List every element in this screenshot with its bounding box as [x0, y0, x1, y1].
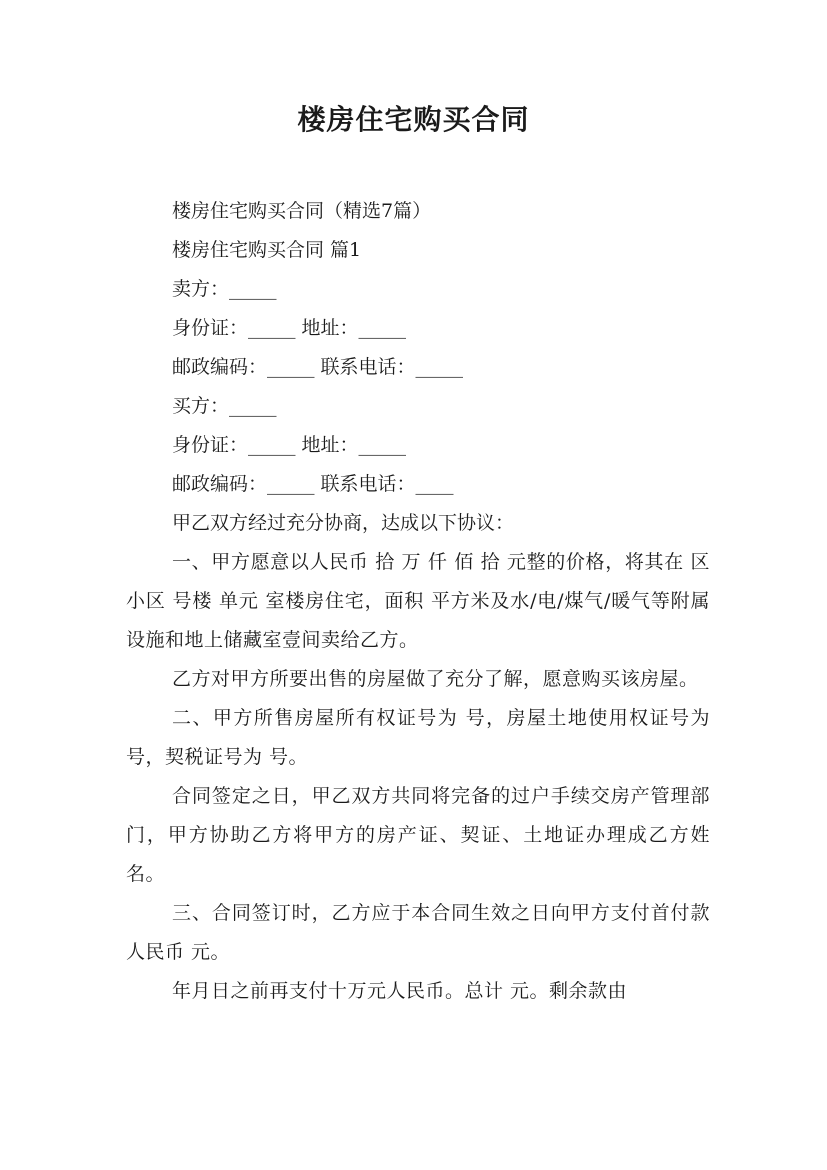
text-line: 邮政编码：_____ 联系电话：____ [172, 473, 454, 495]
text-line: 邮政编码：_____ 联系电话：_____ [172, 356, 464, 378]
paragraph: 合同签定之日，甲乙双方共同将完备的过户手续交房产管理部门，甲方协助乙方将甲方的房产证、契证、土地证办理成乙方姓名。 [126, 785, 710, 885]
paragraph: 年月日之前再支付十万元人民币。总计 元。剩余款由 [172, 980, 628, 1002]
paragraph: 二、甲方所售房屋所有权证号为 号，房屋土地使用权证号为 号，契税证号为 号。 [126, 707, 710, 768]
document-body [126, 192, 710, 1011]
text-line: 身份证：_____ 地址：_____ [172, 434, 407, 456]
paragraph: 一、甲方愿意以人民币 拾 万 仟 佰 拾 元整的价格，将其在 区 小区 号楼 单元 室楼房住宅，面积 平方米及水/电/煤气/暖气等附属设施和地上储藏室壹间卖给乙方。 [126, 551, 710, 651]
paragraph: 三、合同签订时，乙方应于本合同生效之日向甲方支付首付款人民币 元。 [126, 902, 710, 963]
text-line: 甲乙双方经过充分协商，达成以下协议： [172, 512, 515, 534]
document-title: 楼房住宅购买合同 [297, 103, 530, 136]
text-line: 卖方：_____ [172, 278, 277, 300]
text-line: 楼房住宅购买合同（精选7篇） [172, 200, 432, 222]
paragraph: 乙方对甲方所要出售的房屋做了充分了解，愿意购买该房屋。 [172, 668, 699, 690]
text-line: 买方：_____ [172, 395, 277, 417]
text-line: 身份证：_____ 地址：_____ [172, 317, 407, 339]
text-line: 楼房住宅购买合同 篇1 [172, 239, 362, 261]
